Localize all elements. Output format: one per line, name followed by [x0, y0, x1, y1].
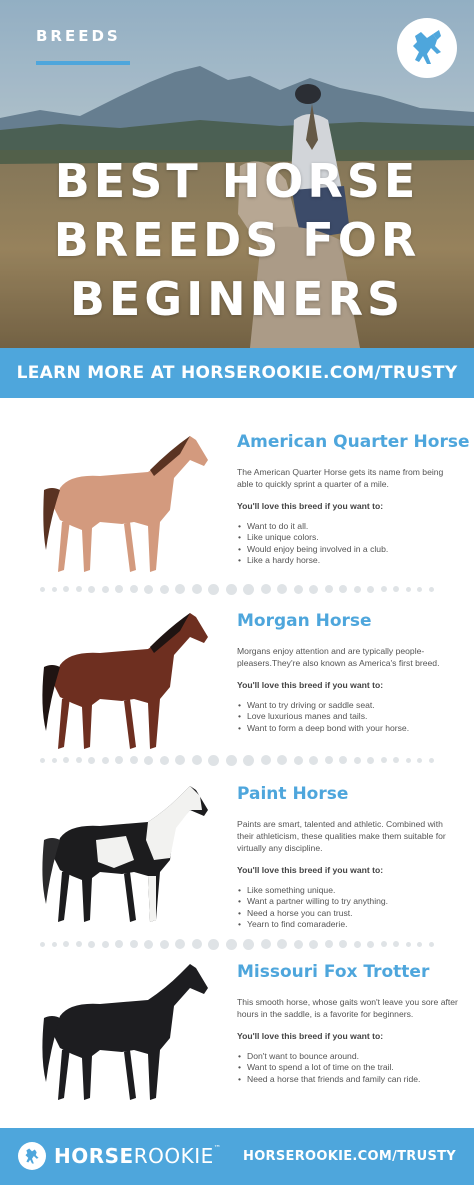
trademark: ™ [213, 1144, 222, 1152]
morgan-horse-illustration [30, 607, 210, 757]
dotted-divider [40, 754, 434, 766]
horse-logo-badge [397, 18, 457, 78]
breed-description: Paints are smart, talented and athletic. Combined with their athleticism, these qualities make them suitable for virtually any discipline. [237, 819, 446, 853]
divider-dot [429, 758, 434, 763]
love-label: You'll love this breed if you want to: [237, 501, 384, 511]
divider-dot [76, 586, 82, 592]
divider-dot [76, 941, 82, 947]
divider-dot [226, 584, 237, 595]
divider-dot [367, 941, 374, 948]
list-item: • Want to try driving or saddle seat. [237, 700, 459, 711]
divider-dot [354, 757, 361, 764]
divider-dot [40, 942, 45, 947]
footer-logo-badge [18, 1142, 46, 1170]
reasons-list [237, 885, 459, 930]
fox-trotter-illustration [30, 958, 210, 1108]
hero-title-line-2: BREEDS FOR [53, 213, 421, 267]
list-item: • Don't want to bounce around. [237, 1051, 459, 1062]
divider-dot [417, 942, 422, 947]
love-label: You'll love this breed if you want to: [237, 865, 384, 875]
love-label: You'll love this breed if you want to: [237, 1031, 384, 1041]
divider-dot [115, 940, 123, 948]
divider-dot [192, 755, 202, 765]
divider-dot [393, 941, 399, 947]
divider-dot [115, 585, 123, 593]
divider-dot [367, 586, 374, 593]
list-item: • Need a horse you can trust. [237, 908, 459, 919]
divider-dot [325, 585, 333, 593]
divider-dot [52, 942, 57, 947]
breed-name: Missouri Fox Trotter [237, 962, 430, 982]
quarter-horse-illustration [30, 430, 210, 580]
breed-name: Morgan Horse [237, 611, 372, 631]
divider-dot [76, 757, 82, 763]
divider-dot [429, 942, 434, 947]
divider-dot [130, 585, 138, 593]
divider-dot [208, 584, 219, 595]
divider-dot [115, 756, 123, 764]
divider-dot [130, 940, 138, 948]
divider-dot [309, 585, 318, 594]
divider-dot [88, 757, 95, 764]
reasons-list [237, 1051, 459, 1085]
love-label: You'll love this breed if you want to: [237, 680, 384, 690]
divider-dot [417, 587, 422, 592]
list-item: • Yearn to find comaraderie. [237, 919, 459, 930]
rearing-horse-icon [18, 1142, 46, 1170]
divider-dot [381, 586, 387, 592]
brand-light: ROOKIE [133, 1144, 214, 1168]
divider-dot [354, 586, 361, 593]
divider-dot [40, 587, 45, 592]
reasons-list [237, 521, 459, 566]
divider-dot [393, 586, 399, 592]
divider-dot [63, 757, 69, 763]
divider-dot [63, 941, 69, 947]
divider-dot [294, 756, 303, 765]
breed-description: Morgans enjoy attention and are typically people-pleasers.They're also known as America's first breed. [237, 646, 440, 668]
hero-title [0, 152, 474, 329]
divider-dot [243, 755, 254, 766]
list-item: • Want to form a deep bond with your horse. [237, 723, 459, 734]
breed-section-paint-horse [0, 770, 474, 935]
dotted-divider [40, 583, 434, 595]
divider-dot [381, 941, 387, 947]
breed-section-quarter-horse [0, 418, 474, 578]
divider-dot [160, 756, 169, 765]
divider-dot [393, 757, 399, 763]
divider-dot [144, 756, 153, 765]
category-label: BREEDS [36, 27, 121, 45]
divider-dot [261, 755, 271, 765]
divider-dot [406, 587, 411, 592]
list-item: • Would enjoy being involved in a club. [237, 544, 459, 555]
list-item: • Want a partner willing to try anything. [237, 896, 459, 907]
footer [0, 1128, 474, 1185]
category-underline [36, 61, 130, 65]
hero-title-line-3: BEGINNERS [69, 272, 405, 326]
list-item: • Like a hardy horse. [237, 555, 459, 566]
divider-dot [130, 756, 138, 764]
brand-bold: HORSE [54, 1144, 134, 1168]
divider-dot [226, 755, 237, 766]
footer-url-link[interactable]: HORSEROOKIE.COM/TRUSTY [243, 1149, 456, 1164]
divider-dot [339, 756, 347, 764]
list-item: • Like something unique. [237, 885, 459, 896]
breed-section-missouri-fox-trotter [0, 948, 474, 1123]
divider-dot [40, 758, 45, 763]
hero-title-line-1: BEST HORSE [54, 154, 420, 208]
divider-dot [325, 756, 333, 764]
divider-dot [367, 757, 374, 764]
divider-dot [175, 755, 185, 765]
divider-dot [339, 940, 347, 948]
divider-dot [208, 755, 219, 766]
paint-horse-illustration [30, 780, 210, 930]
divider-dot [63, 586, 69, 592]
list-item: • Need a horse that friends and family can ride. [237, 1074, 459, 1085]
list-item: • Like unique colors. [237, 532, 459, 543]
learn-more-banner[interactable] [0, 348, 474, 398]
divider-dot [52, 758, 57, 763]
breed-info [237, 432, 470, 566]
divider-dot [325, 940, 333, 948]
divider-dot [102, 757, 109, 764]
divider-dot [192, 584, 202, 594]
footer-brand[interactable] [54, 1144, 221, 1168]
divider-dot [294, 585, 303, 594]
breed-description: This smooth horse, whose gaits won't leave you sore after hours in the saddle, is a favorite for beginners. [237, 997, 458, 1019]
hero-banner [0, 0, 474, 348]
list-item: • Want to do it all. [237, 521, 459, 532]
divider-dot [406, 758, 411, 763]
learn-more-text: LEARN MORE AT HORSEROOKIE.COM/TRUSTY [16, 363, 458, 383]
divider-dot [417, 758, 422, 763]
divider-dot [144, 585, 153, 594]
divider-dot [102, 941, 109, 948]
divider-dot [52, 587, 57, 592]
breed-info [237, 962, 459, 1085]
divider-dot [429, 587, 434, 592]
divider-dot [160, 585, 169, 594]
list-item: • Want to spend a lot of time on the trail. [237, 1062, 459, 1073]
divider-dot [309, 756, 318, 765]
divider-dot [381, 757, 387, 763]
breed-info [237, 784, 459, 930]
reasons-list [237, 700, 459, 734]
divider-dot [88, 586, 95, 593]
divider-dot [277, 755, 287, 765]
breed-description: The American Quarter Horse gets its name from being able to quickly sprint a quarter of a mile. [237, 467, 444, 489]
divider-dot [261, 584, 271, 594]
divider-dot [406, 942, 411, 947]
divider-dot [354, 941, 361, 948]
breed-section-morgan-horse [0, 597, 474, 757]
divider-dot [243, 584, 254, 595]
breed-name: Paint Horse [237, 784, 349, 804]
rearing-horse-icon [397, 18, 457, 78]
divider-dot [102, 586, 109, 593]
breed-name: American Quarter Horse [237, 432, 470, 452]
divider-dot [88, 941, 95, 948]
divider-dot [339, 585, 347, 593]
list-item: • Love luxurious manes and tails. [237, 711, 459, 722]
divider-dot [175, 584, 185, 594]
divider-dot [277, 584, 287, 594]
breed-info [237, 611, 459, 734]
